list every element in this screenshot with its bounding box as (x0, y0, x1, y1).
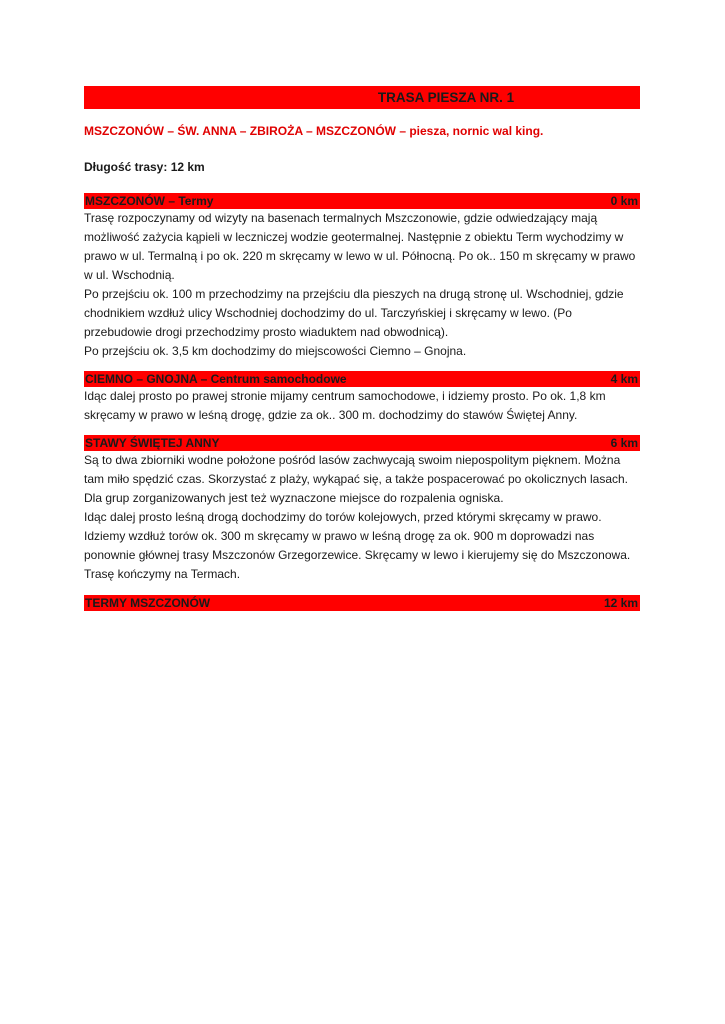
title-bar (84, 86, 640, 109)
section-name: MSZCZONÓW – Termy (85, 194, 214, 208)
paragraph: Idąc dalej prosto leśną drogą dochodzimy do torów kolejowych, przed którymi skręcamy w prawo. Idziemy wzdłuż torów ok. 300 m skręcamy w prawo w leśną drogę za ok. 900 m doprowadzi nas ponownie głównej trasy Mszczonów Grzegorzewice. Skręcamy w lewo i kierujemy się do Mszczonowa. Trasę kończymy na Termach. (84, 510, 631, 581)
paragraph: Trasę rozpoczynamy od wizyty na basenach termalnych Mszczonowie, gdzie odwiedzający mają możliwość zażycia kąpieli w leczniczej wodzie geotermalnej. Następnie z obiektu Term wychodzimy w prawo w ul. Termalną i po ok. 220 m skręcamy w lewo w ul. Północną. Po ok.. 150 m skręcamy w prawo w ul. Wschodnią. (84, 211, 636, 282)
section-name: TERMY MSZCZONÓW (85, 596, 211, 610)
section-distance: 12 km (603, 596, 638, 610)
section-header-mszczonow-termy (84, 193, 640, 209)
section-distance: 4 km (610, 372, 638, 386)
document-page (84, 86, 640, 611)
section-name: STAWY ŚWIĘTEJ ANNY (85, 436, 220, 450)
paragraph: Są to dwa zbiorniki wodne położone pośród lasów zachwycają swoim niepospolitym pięknem. Można tam miło spędzić czas. Skorzystać z plaży, wykąpać się, a także pospacerować po okolicznych lasach. Dla grup zorganizowanych jest też wyznaczone miejsce do rozpalenia ogniska. (84, 453, 629, 505)
route-description: MSZCZONÓW – ŚW. ANNA – ZBIROŻA – MSZCZONÓW – piesza, nornic wal king. (84, 124, 544, 138)
section-distance: 6 km (610, 436, 638, 450)
paragraph: Po przejściu ok. 100 m przechodzimy na przejściu dla pieszych na drugą stronę ul. Wschodniej, gdzie chodnikiem wzdłuż ulicy Wschodniej dochodzimy do ul. Tarczyńskiej i skręcamy w lewo. (Po przebudowie drogi przechodzimy prosto wiaduktem nad obwodnicą). (84, 287, 624, 339)
section-name: CIEMNO – GNOJNA – Centrum samochodowe (85, 372, 347, 386)
section-header-termy-mszczonow (84, 595, 640, 611)
section-header-stawy-swietej-anny (84, 435, 640, 451)
paragraph: Po przejściu ok. 3,5 km dochodzimy do miejscowości Ciemno – Gnojna. (84, 344, 467, 358)
paragraph: Idąc dalej prosto po prawej stronie mijamy centrum samochodowe, i idziemy prosto. Po ok. 1,8 km skręcamy w prawo w leśną drogę, gdzie za ok.. 300 m. dochodzimy do stawów Świętej Anny. (84, 389, 606, 422)
section-distance: 0 km (610, 194, 638, 208)
page-title: TRASA PIESZA NR. 1 (377, 90, 515, 105)
route-length: Długość trasy: 12 km (84, 160, 205, 174)
section-header-ciemno-gnojna (84, 371, 640, 387)
